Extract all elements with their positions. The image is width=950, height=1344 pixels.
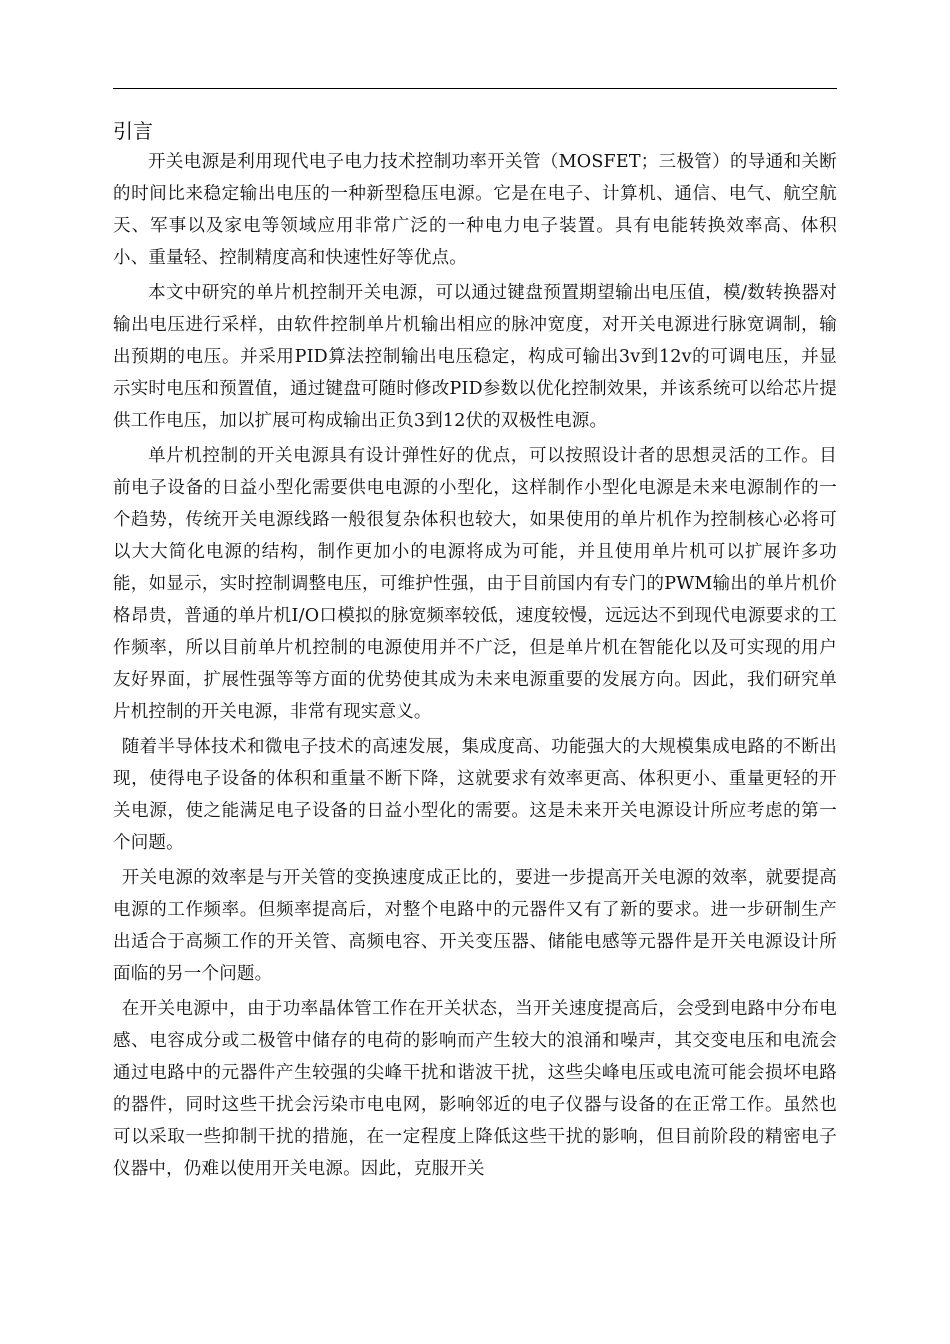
- paragraph-interference: 在开关电源中，由于功率晶体管工作在开关状态，当开关速度提高后，会受到电路中分布电感、电容成分或二极管中储存的电荷的影响而产生较大的浪涌和噪声，其交变电压和电流会通过电路中的元器件产生较强的尖峰干扰和谐波干扰，这些尖峰电压或电流可能会损坏电路的器件，同时这些干扰会污染市电电网，影响邻近的电子仪器与设备的在正常工作。虽然也可以采取一些抑制干扰的措施，在一定程度上降低这些干扰的影响，但目前阶段的精密电子仪器中，仍难以使用开关电源。因此，克服开关: [113, 999, 837, 1179]
- body-text: [113, 146, 837, 1188]
- header-rule: [113, 88, 837, 89]
- paragraph-intro: 开关电源是利用现代电子电力技术控制功率开关管（MOSFET；三极管）的导通和关断的时间比来稳定输出电压的一种新型稳压电源。它是在电子、计算机、通信、电气、航空航天、军事以及家电等领域应用非常广泛的一种电力电子装置。具有电能转换效率高、体积小、重量轻、控制精度高和快速性好等优点。: [113, 152, 837, 268]
- paragraph-mcu-advantages: 单片机控制的开关电源具有设计弹性好的优点，可以按照设计者的思想灵活的工作。目前电子设备的日益小型化需要供电电源的小型化，这样制作小型化电源是未来电源制作的一个趋势，传统开关电源线路一般很复杂体积也较大，如果使用的单片机作为控制核心必将可以大大简化电源的结构，制作更加小的电源将成为可能，并且使用单片机可以扩展许多功能，如显示，实时控制调整电压，可维护性强，由于目前国内有专门的PWM输出的单片机价格昂贵，普通的单片机I/O口模拟的脉宽频率较低，速度较慢，远远达不到现代电源要求的工作频率，所以目前单片机控制的电源使用并不广泛，但是单片机在智能化以及可实现的用户友好界面，扩展性强等等方面的优势使其成为未来电源重要的发展方向。因此，我们研究单片机控制的开关电源，非常有现实意义。: [113, 446, 837, 722]
- paragraph-miniaturization: 随着半导体技术和微电子技术的高速发展，集成度高、功能强大的大规模集成电路的不断出现，使得电子设备的体积和重量不断下降，这就要求有效率更高、体积更小、重量更轻的开关电源，使之能满足电子设备的日益小型化的需要。这是未来开关电源设计所应考虑的第一个问题。: [113, 737, 837, 853]
- section-title: 引言: [113, 119, 153, 143]
- paragraph-research: 本文中研究的单片机控制开关电源，可以通过键盘预置期望输出电压值，模/数转换器对输出电压进行采样，由软件控制单片机输出相应的脉冲宽度，对开关电源进行脉宽调制，输出预期的电压。并采用PID算法控制输出电压稳定，构成可输出3v到12v的可调电压，并显示实时电压和预置值，通过键盘可随时修改PID参数以优化控制效果，并该系统可以给芯片提供工作电压，加以扩展可构成输出正负3到12伏的双极性电源。: [113, 283, 837, 431]
- paragraph-efficiency: 开关电源的效率是与开关管的变换速度成正比的，要进一步提高开关电源的效率，就要提高电源的工作频率。但频率提高后，对整个电路中的元器件又有了新的要求。进一步研制生产出适合于高频工作的开关管、高频电容、开关变压器、储能电感等元器件是开关电源设计所面临的另一个问题。: [113, 868, 837, 984]
